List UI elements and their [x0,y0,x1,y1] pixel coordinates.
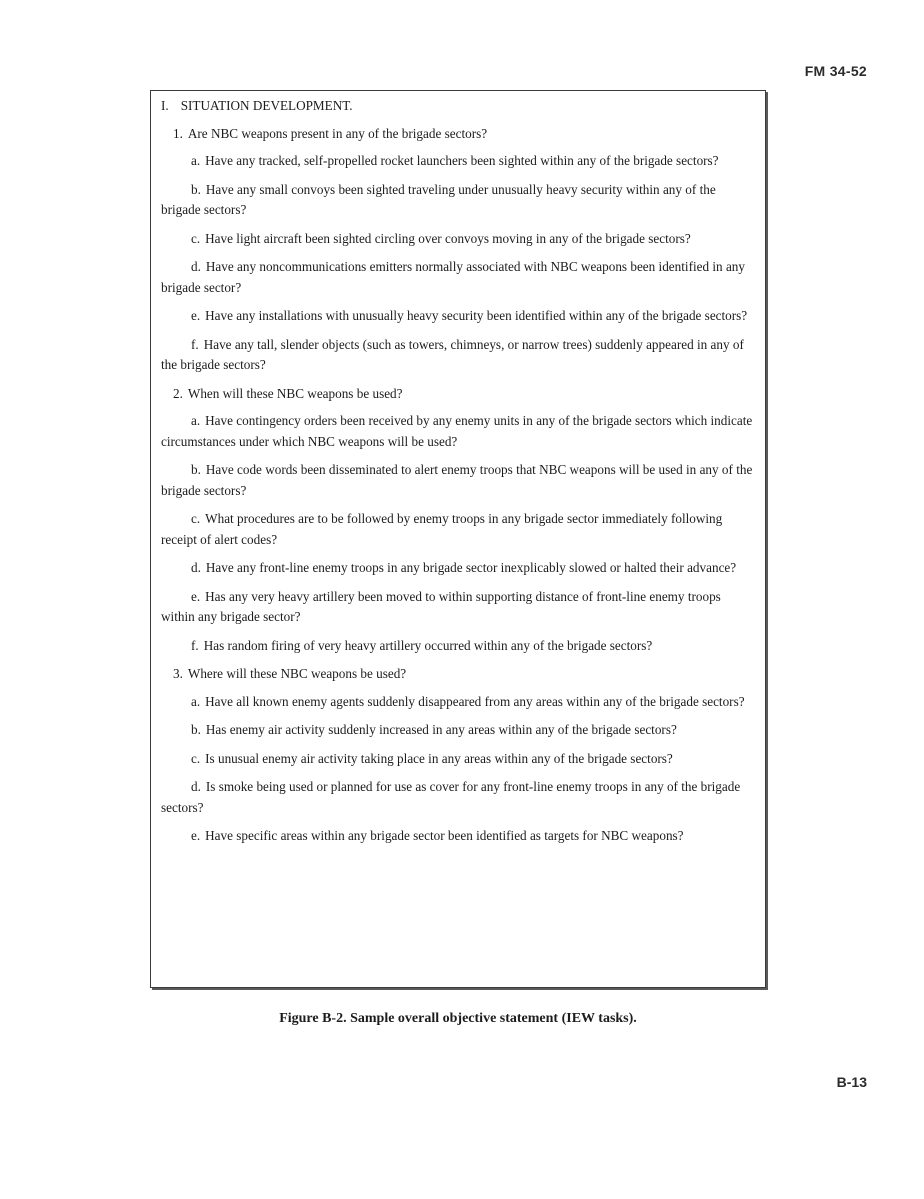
sub-question-text: Has any very heavy artillery been moved to within supporting distance of front-line enemy troops within any brigade sector? [161,588,721,624]
sub-question [161,558,753,579]
section-number: I. [161,98,169,113]
sub-question [161,180,753,221]
sub-question-letter: d. [191,259,201,274]
question [173,384,753,405]
sub-question-letter: a. [191,413,201,428]
sub-question-letter: c. [191,511,201,526]
sub-question-letter: e. [191,588,201,604]
sub-question-letter: d. [191,779,201,794]
question-number: 2. [173,385,183,401]
sub-question-text: Have specific areas within any brigade sector been identified as targets for NBC weapons? [205,828,684,843]
sub-question [161,509,753,550]
figure-caption: Figure B-2. Sample overall objective statement (IEW tasks). [279,1011,637,1026]
sub-question-text: Have contingency orders been received by any enemy units in any of the brigade sectors which indicate circumstances under which NBC weapons will be used? [161,413,753,449]
sub-question [161,749,753,770]
question-number: 3. [173,666,183,681]
sub-question [161,460,753,501]
sub-question [161,306,753,327]
sub-question [161,587,753,628]
sub-question-letter: c. [191,750,201,766]
question [173,664,753,685]
sub-question-letter: f. [191,336,199,352]
sub-question-text: Is smoke being used or planned for use as cover for any front-line enemy troops in any of the brigade sectors? [161,779,741,815]
section-title [161,96,753,117]
sub-question-letter: e. [191,828,201,843]
sub-question-letter: f. [191,637,199,653]
sub-question-letter: e. [191,308,201,323]
document-code: FM 34-52 [804,63,867,79]
sub-question-letter: b. [191,462,201,477]
sub-question-letter: b. [191,181,201,197]
sub-question [161,636,753,657]
sub-question-letter: b. [191,722,201,737]
sub-question-letter: a. [191,153,201,168]
sub-question [161,229,753,250]
sub-question-text: Have code words been disseminated to alert enemy troops that NBC weapons will be used in any of the brigade sectors? [161,462,753,498]
section-title-text: SITUATION DEVELOPMENT. [180,98,353,113]
sub-question-text: Have light aircraft been sighted circling over convoys moving in any of the brigade sectors? [205,230,691,246]
question [173,124,753,145]
sub-question [161,692,753,713]
sub-question-letter: a. [191,693,201,709]
sub-question-letter: c. [191,230,201,246]
sub-question-text: Have any noncommunications emitters normally associated with NBC weapons been identified in any brigade sector? [161,259,745,295]
sub-question-text: Have all known enemy agents suddenly disappeared from any areas within any of the brigade sectors? [205,693,745,709]
sub-question [161,257,753,298]
sub-question [161,411,753,452]
sub-question [161,335,753,376]
question-text: Are NBC weapons present in any of the brigade sectors? [187,125,488,141]
objective-statement-box [150,90,766,988]
sub-question-text: Have any installations with unusually heavy security been identified within any of the brigade sectors? [205,308,748,323]
sub-question-text: Has enemy air activity suddenly increased in any areas within any of the brigade sectors? [205,722,677,737]
sub-question-text: What procedures are to be followed by enemy troops in any brigade sector immediately following receipt of alert codes? [161,511,723,547]
sub-question [161,151,753,172]
sub-question-text: Have any tracked, self-propelled rocket launchers been sighted within any of the brigade sectors? [205,153,719,168]
question-text: When will these NBC weapons be used? [187,385,403,401]
sub-question-text: Have any small convoys been sighted traveling under unusually heavy security within any of the brigade sectors? [161,181,716,217]
question-number: 1. [173,125,183,141]
page-number: B-13 [836,1074,867,1090]
sub-question-letter: d. [191,560,201,575]
sub-question-text: Have any tall, slender objects (such as towers, chimneys, or narrow trees) suddenly appeared in any of the brigade sectors? [161,336,744,372]
sub-question [161,826,753,847]
sub-question-text: Is unusual enemy air activity taking place in any areas within any of the brigade sectors? [205,750,673,766]
sub-question [161,720,753,741]
question-text: Where will these NBC weapons be used? [187,666,407,681]
sub-question-text: Has random firing of very heavy artillery occurred within any of the brigade sectors? [203,637,653,653]
sub-question-text: Have any front-line enemy troops in any brigade sector inexplicably slowed or halted their advance? [205,560,737,575]
sub-question [161,777,753,818]
